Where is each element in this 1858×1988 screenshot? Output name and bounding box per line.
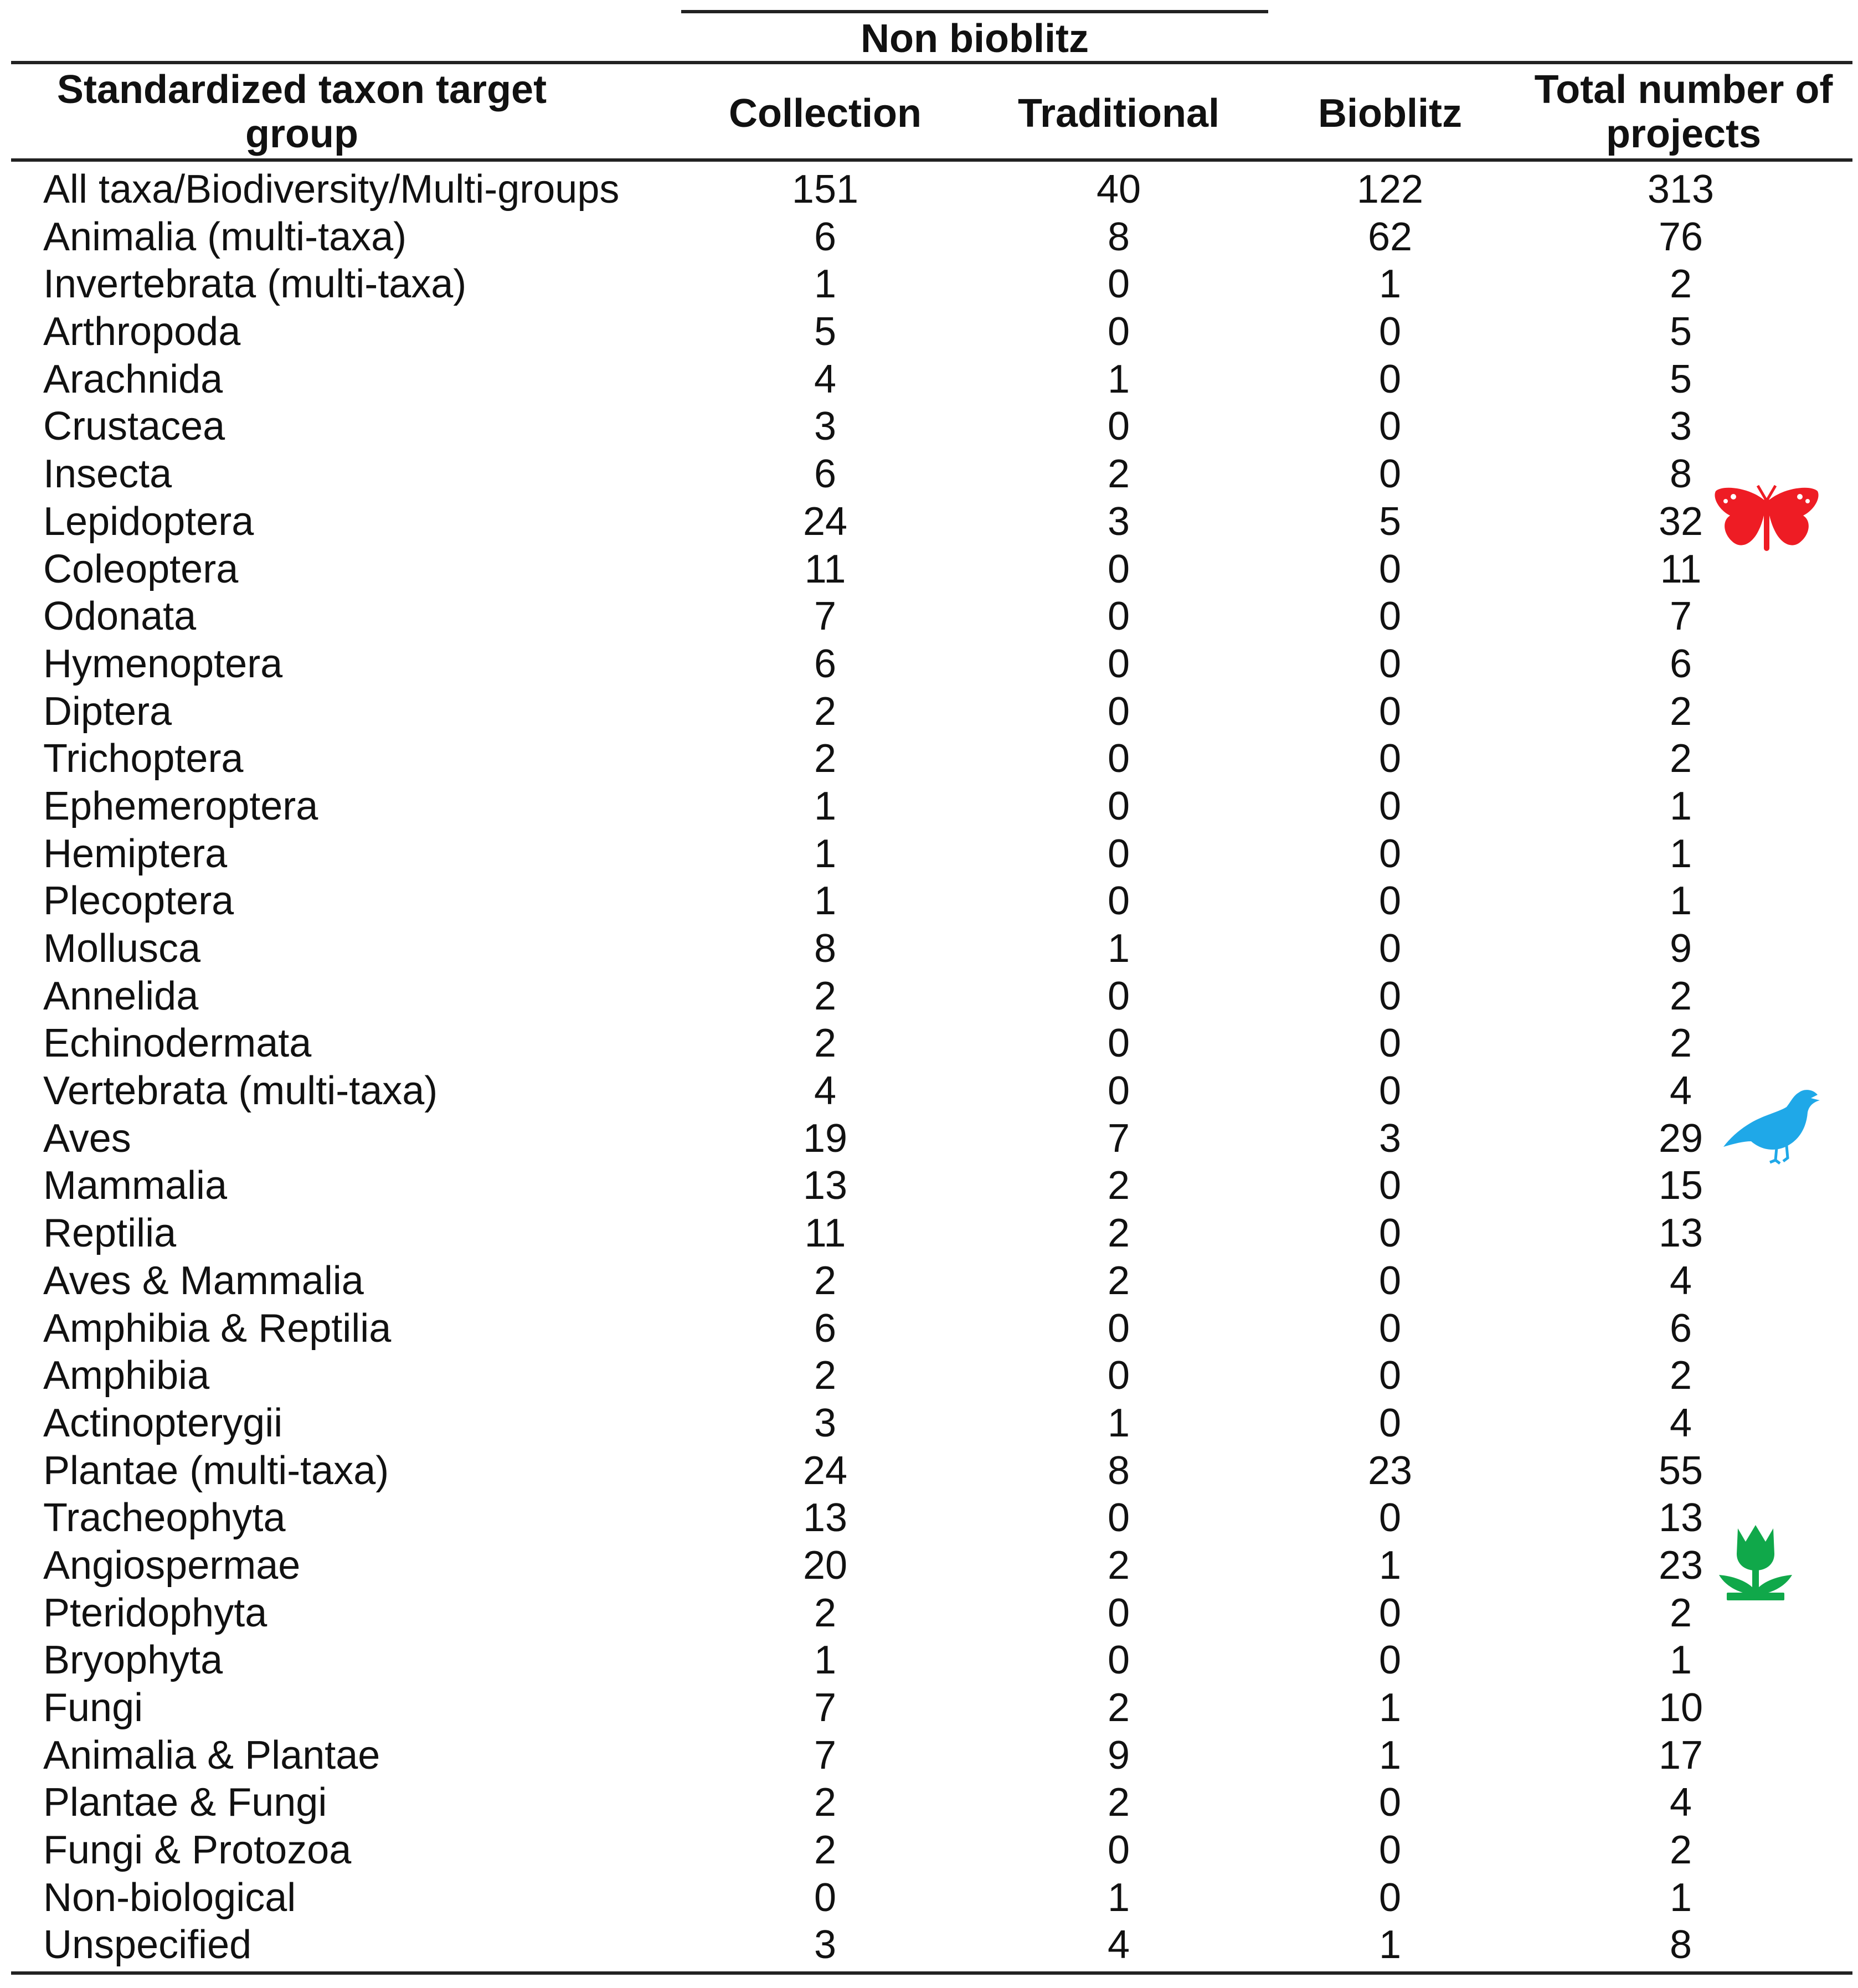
cell-traditional: 1 <box>1107 1875 1130 1920</box>
cell-total: 2 <box>1669 974 1692 1018</box>
cell-total: 9 <box>1669 926 1692 971</box>
cell-bioblitz: 0 <box>1378 1306 1402 1351</box>
cell-collection: 6 <box>814 214 837 259</box>
cell-taxon: Animalia & Plantae <box>43 1733 380 1778</box>
cell-bioblitz: 0 <box>1378 689 1402 734</box>
cell-traditional: 2 <box>1107 1211 1130 1256</box>
cell-taxon: Plantae (multi-taxa) <box>43 1448 389 1493</box>
butterfly-icon <box>1711 485 1822 562</box>
cell-total: 17 <box>1658 1733 1703 1778</box>
cell-total: 1 <box>1669 1638 1692 1683</box>
cell-total: 5 <box>1669 357 1692 401</box>
cell-total: 313 <box>1647 167 1715 212</box>
cell-bioblitz: 0 <box>1378 452 1402 497</box>
table-top-rule <box>11 61 1852 64</box>
table-row <box>0 593 1858 641</box>
cell-collection: 3 <box>814 404 837 449</box>
table-row <box>0 403 1858 451</box>
cell-taxon: Aves <box>43 1116 131 1161</box>
cell-taxon: Pteridophyta <box>43 1590 267 1635</box>
cell-collection: 2 <box>814 1828 837 1873</box>
cell-bioblitz: 0 <box>1378 1590 1402 1635</box>
cell-traditional: 40 <box>1096 167 1141 212</box>
cell-traditional: 0 <box>1107 310 1130 354</box>
table-row <box>0 783 1858 831</box>
cell-taxon: Odonata <box>43 594 197 639</box>
cell-traditional: 9 <box>1107 1733 1130 1778</box>
table-row <box>0 1779 1858 1827</box>
cell-bioblitz: 0 <box>1378 641 1402 686</box>
cell-collection: 3 <box>814 1923 837 1968</box>
cell-bioblitz: 0 <box>1378 1021 1402 1066</box>
cell-taxon: Aves & Mammalia <box>43 1258 364 1303</box>
table-row <box>0 1400 1858 1448</box>
cell-taxon: Tracheophyta <box>43 1496 286 1541</box>
cell-bioblitz: 0 <box>1378 1496 1402 1541</box>
group-header-non-bioblitz: Non bioblitz <box>861 17 1089 61</box>
cell-total: 2 <box>1669 262 1692 307</box>
cell-taxon: Ephemeroptera <box>43 784 318 828</box>
column-header-collection: Collection <box>728 91 922 136</box>
cell-traditional: 0 <box>1107 1069 1130 1114</box>
cell-total: 5 <box>1669 310 1692 354</box>
cell-collection: 1 <box>814 879 837 924</box>
cell-bioblitz: 122 <box>1356 167 1424 212</box>
cell-collection: 7 <box>814 1733 837 1778</box>
cell-bioblitz: 0 <box>1378 831 1402 876</box>
table-row <box>0 1448 1858 1495</box>
cell-traditional: 2 <box>1107 1258 1130 1303</box>
cell-collection: 4 <box>814 1069 837 1114</box>
cell-bioblitz: 3 <box>1378 1116 1402 1161</box>
table-row <box>0 1732 1858 1780</box>
cell-bioblitz: 0 <box>1378 1069 1402 1114</box>
table-row <box>0 735 1858 783</box>
cell-collection: 8 <box>814 926 837 971</box>
cell-taxon: Crustacea <box>43 404 225 449</box>
header-bottom-rule <box>11 158 1852 162</box>
cell-total: 29 <box>1658 1116 1703 1161</box>
cell-taxon: Plantae & Fungi <box>43 1780 327 1825</box>
cell-total: 10 <box>1658 1686 1703 1730</box>
cell-taxon: Trichoptera <box>43 737 244 781</box>
cell-total: 3 <box>1669 404 1692 449</box>
table-row <box>0 1590 1858 1637</box>
cell-total: 4 <box>1669 1400 1692 1445</box>
cell-bioblitz: 0 <box>1378 594 1402 639</box>
bird-shape <box>1723 1090 1820 1163</box>
cell-taxon: Hemiptera <box>43 831 228 876</box>
cell-total: 2 <box>1669 1021 1692 1066</box>
table-row <box>0 1162 1858 1210</box>
column-header-bioblitz: Bioblitz <box>1318 91 1462 136</box>
cell-total: 4 <box>1669 1780 1692 1825</box>
cell-traditional: 4 <box>1107 1923 1130 1968</box>
cell-bioblitz: 0 <box>1378 1258 1402 1303</box>
cell-collection: 24 <box>802 499 848 544</box>
cell-collection: 1 <box>814 784 837 828</box>
cell-bioblitz: 0 <box>1378 1828 1402 1873</box>
cell-traditional: 0 <box>1107 594 1130 639</box>
cell-taxon: Invertebrata (multi-taxa) <box>43 262 467 307</box>
cell-bioblitz: 0 <box>1378 784 1402 828</box>
table-row <box>0 1922 1858 1969</box>
cell-collection: 2 <box>814 689 837 734</box>
cell-traditional: 0 <box>1107 1021 1130 1066</box>
table-row <box>0 1637 1858 1685</box>
table-row <box>0 451 1858 498</box>
cell-total: 6 <box>1669 1306 1692 1351</box>
table-row <box>0 308 1858 356</box>
cell-traditional: 0 <box>1107 784 1130 828</box>
cell-total: 1 <box>1669 831 1692 876</box>
table-row <box>0 641 1858 688</box>
cell-total: 55 <box>1658 1448 1703 1493</box>
cell-traditional: 0 <box>1107 1496 1130 1541</box>
cell-traditional: 0 <box>1107 1306 1130 1351</box>
bird-icon <box>1722 1088 1822 1166</box>
table-bottom-rule <box>11 1971 1852 1975</box>
cell-total: 4 <box>1669 1069 1692 1114</box>
cell-traditional: 0 <box>1107 737 1130 781</box>
cell-traditional: 0 <box>1107 689 1130 734</box>
cell-traditional: 0 <box>1107 404 1130 449</box>
cell-collection: 5 <box>814 310 837 354</box>
table-row <box>0 1115 1858 1163</box>
cell-collection: 6 <box>814 1306 837 1351</box>
cell-taxon: Non-biological <box>43 1875 296 1920</box>
cell-taxon: Plecoptera <box>43 879 234 924</box>
cell-taxon: Vertebrata (multi-taxa) <box>43 1069 438 1114</box>
table-row <box>0 498 1858 546</box>
cell-total: 7 <box>1669 594 1692 639</box>
cell-traditional: 0 <box>1107 1590 1130 1635</box>
cell-traditional: 0 <box>1107 641 1130 686</box>
cell-bioblitz: 0 <box>1378 879 1402 924</box>
cell-collection: 13 <box>802 1496 848 1541</box>
table-row <box>0 688 1858 736</box>
cell-collection: 7 <box>814 594 837 639</box>
cell-taxon: Echinodermata <box>43 1021 312 1066</box>
cell-bioblitz: 0 <box>1378 1400 1402 1445</box>
cell-bioblitz: 0 <box>1378 357 1402 401</box>
cell-bioblitz: 23 <box>1367 1448 1413 1493</box>
column-header-traditional: Traditional <box>1017 91 1220 136</box>
cell-traditional: 8 <box>1107 214 1130 259</box>
cell-total: 2 <box>1669 1590 1692 1635</box>
group-header-rule <box>681 10 1268 13</box>
cell-bioblitz: 0 <box>1378 926 1402 971</box>
cell-collection: 7 <box>814 1686 837 1730</box>
table-row <box>0 261 1858 308</box>
cell-bioblitz: 0 <box>1378 1211 1402 1256</box>
cell-collection: 1 <box>814 262 837 307</box>
table-row <box>0 1352 1858 1400</box>
cell-collection: 13 <box>802 1163 848 1208</box>
cell-total: 2 <box>1669 1828 1692 1873</box>
table-row <box>0 1685 1858 1732</box>
table-row <box>0 1827 1858 1874</box>
cell-traditional: 3 <box>1107 499 1130 544</box>
cell-bioblitz: 0 <box>1378 1163 1402 1208</box>
cell-taxon: Coleoptera <box>43 547 239 591</box>
cell-traditional: 2 <box>1107 1686 1130 1730</box>
cell-traditional: 1 <box>1107 357 1130 401</box>
cell-traditional: 2 <box>1107 1163 1130 1208</box>
cell-collection: 2 <box>814 1258 837 1303</box>
cell-total: 13 <box>1658 1496 1703 1541</box>
cell-collection: 2 <box>814 974 837 1018</box>
tulip-icon <box>1717 1523 1794 1603</box>
cell-bioblitz: 0 <box>1378 310 1402 354</box>
cell-total: 1 <box>1669 879 1692 924</box>
cell-collection: 6 <box>814 452 837 497</box>
cell-taxon: Angiospermae <box>43 1543 301 1588</box>
cell-total: 2 <box>1669 737 1692 781</box>
table-row <box>0 831 1858 878</box>
table-row <box>0 1210 1858 1258</box>
table-row <box>0 166 1858 214</box>
cell-bioblitz: 5 <box>1378 499 1402 544</box>
cell-total: 1 <box>1669 784 1692 828</box>
cell-traditional: 0 <box>1107 831 1130 876</box>
cell-total: 15 <box>1658 1163 1703 1208</box>
table-row <box>0 1258 1858 1305</box>
cell-taxon: Animalia (multi-taxa) <box>43 214 407 259</box>
cell-taxon: Annelida <box>43 974 199 1018</box>
cell-collection: 2 <box>814 1353 837 1398</box>
cell-taxon: Mammalia <box>43 1163 228 1208</box>
cell-collection: 4 <box>814 357 837 401</box>
cell-traditional: 0 <box>1107 1353 1130 1398</box>
cell-bioblitz: 0 <box>1378 737 1402 781</box>
cell-bioblitz: 1 <box>1378 1543 1402 1588</box>
cell-bioblitz: 1 <box>1378 1923 1402 1968</box>
cell-collection: 11 <box>804 1211 846 1256</box>
cell-traditional: 1 <box>1107 926 1130 971</box>
cell-collection: 3 <box>814 1400 837 1445</box>
column-header-taxon: Standardized taxon target group <box>56 68 547 156</box>
cell-taxon: Reptilia <box>43 1211 177 1256</box>
cell-total: 76 <box>1658 214 1703 259</box>
column-header-total: Total number of projects <box>1534 68 1833 156</box>
cell-traditional: 7 <box>1107 1116 1130 1161</box>
cell-collection: 0 <box>814 1875 837 1920</box>
table-row <box>0 973 1858 1021</box>
tulip-shape <box>1719 1525 1792 1600</box>
cell-taxon: Hymenoptera <box>43 641 283 686</box>
cell-traditional: 0 <box>1107 1638 1130 1683</box>
cell-collection: 19 <box>802 1116 848 1161</box>
cell-traditional: 0 <box>1107 262 1130 307</box>
cell-total: 6 <box>1669 641 1692 686</box>
cell-taxon: All taxa/Biodiversity/Multi-groups <box>43 167 620 212</box>
cell-collection: 6 <box>814 641 837 686</box>
cell-collection: 151 <box>791 167 859 212</box>
cell-traditional: 1 <box>1107 1400 1130 1445</box>
table-row <box>0 356 1858 404</box>
cell-bioblitz: 1 <box>1378 262 1402 307</box>
cell-total: 2 <box>1669 1353 1692 1398</box>
cell-taxon: Fungi & Protozoa <box>43 1828 352 1873</box>
cell-taxon: Unspecified <box>43 1923 252 1968</box>
table-row <box>0 546 1858 594</box>
cell-total: 32 <box>1658 499 1703 544</box>
cell-collection: 24 <box>802 1448 848 1493</box>
cell-taxon: Bryophyta <box>43 1638 223 1683</box>
cell-traditional: 8 <box>1107 1448 1130 1493</box>
cell-bioblitz: 0 <box>1378 1353 1402 1398</box>
cell-total: 2 <box>1669 689 1692 734</box>
cell-taxon: Actinopterygii <box>43 1400 283 1445</box>
cell-taxon: Mollusca <box>43 926 201 971</box>
cell-collection: 2 <box>814 1590 837 1635</box>
cell-traditional: 2 <box>1107 1780 1130 1825</box>
cell-taxon: Fungi <box>43 1686 143 1730</box>
cell-bioblitz: 0 <box>1378 1780 1402 1825</box>
cell-total: 23 <box>1658 1543 1703 1588</box>
cell-traditional: 0 <box>1107 547 1130 591</box>
cell-collection: 20 <box>802 1543 848 1588</box>
cell-bioblitz: 0 <box>1378 404 1402 449</box>
cell-total: 8 <box>1669 1923 1692 1968</box>
cell-total: 11 <box>1660 547 1702 591</box>
butterfly-shape <box>1715 486 1818 551</box>
cell-collection: 2 <box>814 1021 837 1066</box>
cell-traditional: 2 <box>1107 452 1130 497</box>
cell-traditional: 0 <box>1107 879 1130 924</box>
table-row <box>0 1542 1858 1590</box>
cell-bioblitz: 1 <box>1378 1733 1402 1778</box>
cell-total: 4 <box>1669 1258 1692 1303</box>
table-row <box>0 1020 1858 1068</box>
table-row <box>0 1874 1858 1922</box>
cell-bioblitz: 0 <box>1378 1638 1402 1683</box>
cell-collection: 1 <box>814 831 837 876</box>
cell-taxon: Lepidoptera <box>43 499 254 544</box>
cell-bioblitz: 0 <box>1378 974 1402 1018</box>
cell-taxon: Insecta <box>43 452 172 497</box>
cell-bioblitz: 0 <box>1378 547 1402 591</box>
cell-taxon: Arthropoda <box>43 310 241 354</box>
cell-collection: 1 <box>814 1638 837 1683</box>
table-row <box>0 878 1858 925</box>
cell-total: 1 <box>1669 1875 1692 1920</box>
cell-taxon: Arachnida <box>43 357 223 401</box>
table-row <box>0 1495 1858 1542</box>
cell-traditional: 2 <box>1107 1543 1130 1588</box>
cell-total: 13 <box>1658 1211 1703 1256</box>
cell-collection: 2 <box>814 737 837 781</box>
table-body <box>0 166 1858 1969</box>
cell-collection: 2 <box>814 1780 837 1825</box>
table-row <box>0 925 1858 973</box>
cell-taxon: Amphibia & Reptilia <box>43 1306 392 1351</box>
cell-bioblitz: 62 <box>1367 214 1413 259</box>
cell-traditional: 0 <box>1107 1828 1130 1873</box>
cell-collection: 11 <box>804 547 846 591</box>
cell-total: 8 <box>1669 452 1692 497</box>
cell-traditional: 0 <box>1107 974 1130 1018</box>
table-row <box>0 1068 1858 1115</box>
cell-bioblitz: 1 <box>1378 1686 1402 1730</box>
cell-bioblitz: 0 <box>1378 1875 1402 1920</box>
table-row <box>0 214 1858 261</box>
cell-taxon: Amphibia <box>43 1353 210 1398</box>
cell-taxon: Diptera <box>43 689 172 734</box>
table-row <box>0 1305 1858 1353</box>
